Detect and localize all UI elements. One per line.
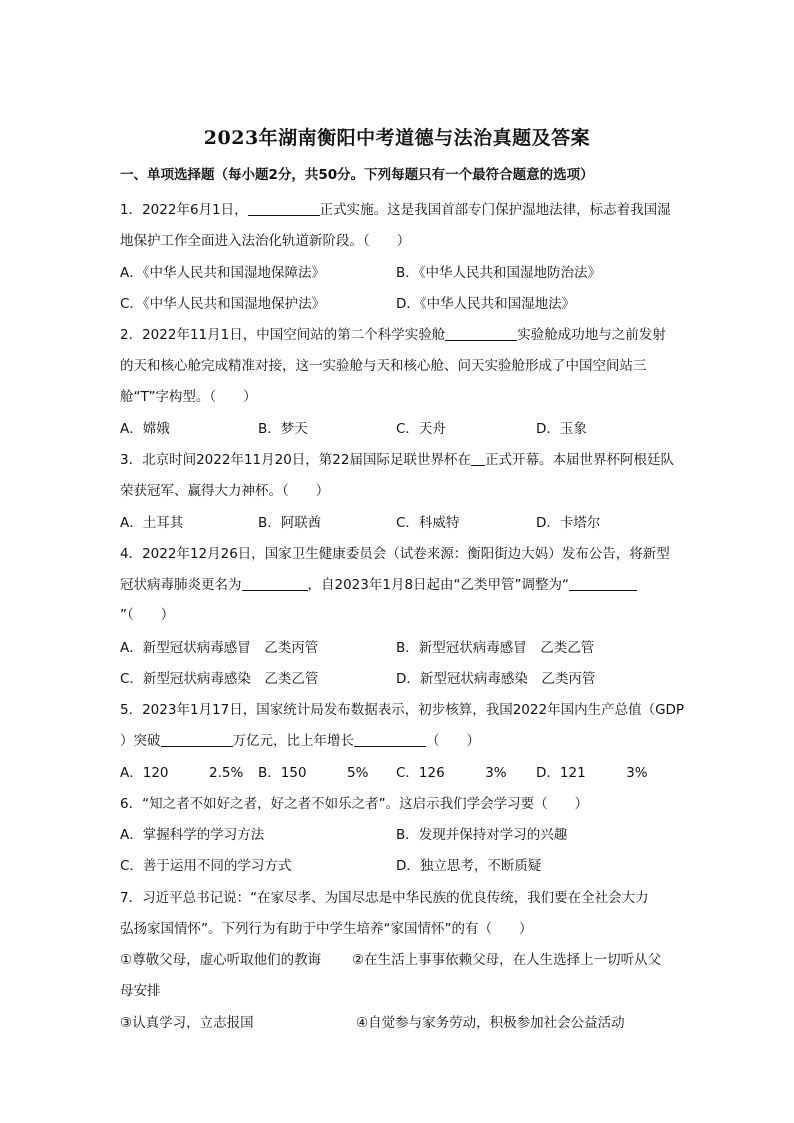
page-title: 2023年湖南衡阳中考道德与法治真题及答案 [203,127,591,149]
question-3-option-d: D．卡塔尔 [536,515,601,531]
question-7-item-4: ④自觉参与家务劳动，积极参加社会公益活动 [356,1015,625,1031]
question-4-option-a: A．新型冠状病毒感冒 乙类丙管 [120,640,319,656]
question-3-line-1: 3．北京时间2022年11月20日，第22届国际足联世界杯在 正式开幕。本届世界杯阿根廷队 [120,452,674,468]
answer-blank [354,732,426,747]
question-4-line-2: 冠状病毒肺炎更名为 ，自2023年1月8日起由“乙类甲管”调整为“ [120,573,637,593]
question-5-option-c: C．126 3% [396,765,507,781]
question-2-option-d: D．玉象 [536,421,587,437]
answer-blank [242,576,308,591]
question-5-option-a: A．120 2.5% [120,765,244,781]
question-1-option-c: C．《中华人民共和国湿地保护法》 [120,296,326,312]
answer-blank [471,451,485,466]
question-7-item-1: ①尊敬父母，虚心听取他们的教诲 [120,952,322,968]
question-4-option-c: C．新型冠状病毒感染 乙类乙管 [120,671,319,687]
question-4-option-b: B．新型冠状病毒感冒 乙类乙管 [396,640,595,656]
question-5-option-b: B．150 5% [258,765,369,781]
question-1-line-2: 地保护工作全面进入法治化轨道新阶段。（ ） [120,233,411,249]
question-6-option-d: D．独立思考，不断质疑 [396,858,542,874]
question-2-option-a: A．嫦娥 [120,421,170,437]
question-2-option-b: B．梦天 [258,421,308,437]
question-2-line-1: 2．2022年11月1日，中国空间站的第二个科学实验舱 实验舱成功地与之前发射 [120,327,666,343]
question-3-option-b: B．阿联酋 [258,515,322,531]
question-2-option-c: C．天舟 [396,421,446,437]
question-6-option-a: A．掌握科学的学习方法 [120,827,265,843]
question-7-item-2-cont: 母安排 [120,983,161,999]
question-7-line-2: 弘扬家国情怀”。下列行为有助于中学生培养“家国情怀”的有（ ） [120,921,533,937]
question-1-option-d: D．《中华人民共和国湿地法》 [396,296,576,312]
question-7-item-2: ②在生活上事事依赖父母，在人生选择上一切听从父 [352,952,662,968]
question-1-option-a: A．《中华人民共和国湿地保障法》 [120,265,325,281]
question-4-option-d: D．新型冠状病毒感染 乙类丙管 [396,671,596,687]
question-7-item-3: ③认真学习，立志报国 [120,1015,254,1031]
question-4-line-1: 4．2022年12月26日，国家卫生健康委员会（试卷来源：衡阳街边大妈）发布公告，将新型 [120,546,670,562]
question-4-line-3: ”（ ） [120,607,175,623]
question-2-line-3: 舱“T”字构型。（ ） [120,389,257,405]
answer-blank [248,201,320,216]
section-heading: 一、单项选择题（每小题2分，共50分。下列每题只有一个最符合题意的选项） [120,167,594,183]
answer-blank [569,576,637,591]
question-5-line-1: 5．2023年1月17日，国家统计局发布数据表示，初步核算，我国2022年国内生产总值（GDP [120,702,685,718]
question-7-line-1: 7．习近平总书记说：“在家尽孝、为国尽忠是中华民族的优良传统，我们要在全社会大力 [120,890,649,906]
question-5-option-d: D．121 3% [536,765,648,781]
question-3-option-c: C．科威特 [396,515,460,531]
answer-blank [445,326,517,341]
question-1-line-1: 1．2022年6月1日， 正式实施。这是我国首部专门保护湿地法律，标志着我国湿 [120,202,671,218]
answer-blank [161,732,233,747]
question-6-option-b: B．发现并保持对学习的兴趣 [396,827,568,843]
question-5-line-2: ）突破 万亿元，比上年增长 （ ） [120,733,480,749]
question-6-line-1: 6．“知之者不如好之者，好之者不如乐之者”。这启示我们学会学习要（ ） [120,796,589,812]
question-2-line-2: 的天和核心舱完成精准对接，这一实验舱与天和核心舱、问天实验舱形成了中国空间站三 [120,358,647,374]
question-3-line-2: 荣获冠军、赢得大力神杯。（ ） [120,483,330,499]
question-3-option-a: A．土耳其 [120,515,184,531]
question-6-option-c: C．善于运用不同的学习方式 [120,858,292,874]
question-1-option-b: B．《中华人民共和国湿地防治法》 [396,265,602,281]
